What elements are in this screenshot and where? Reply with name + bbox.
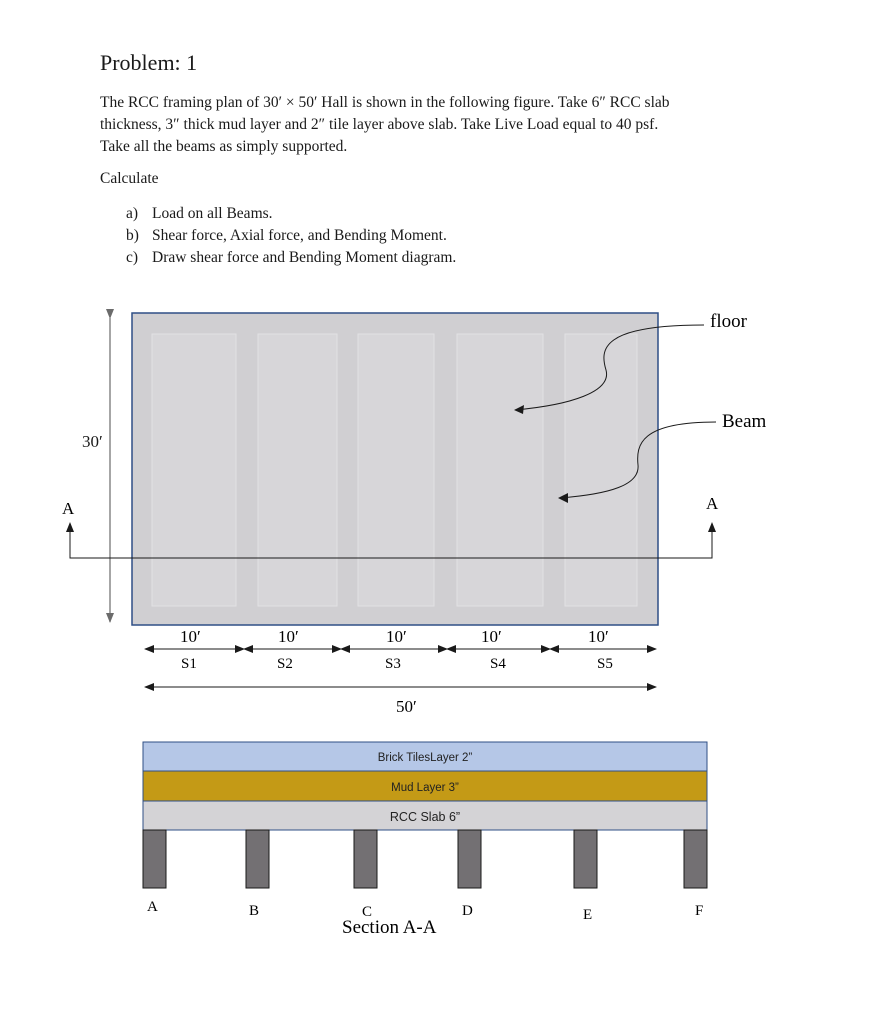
floor-plan <box>132 313 658 625</box>
span-length-label: 10′ <box>278 627 299 646</box>
beam-label: D <box>462 903 473 919</box>
calculate-heading: Calculate <box>100 170 159 187</box>
span-length-label: 10′ <box>386 627 407 646</box>
span-name-label: S1 <box>181 656 197 672</box>
beam-callout-label: Beam <box>722 411 767 432</box>
span-dimensions <box>145 627 656 672</box>
beam-support <box>354 830 377 888</box>
beam-label: B <box>249 903 260 919</box>
floor-panel <box>358 334 434 606</box>
beam-label: C <box>362 904 373 920</box>
floor-panel <box>258 334 337 606</box>
section-view <box>143 742 707 938</box>
statement-line: The RCC framing plan of 30′ × 50′ Hall is shown in the following figure. Take 6″ RCC slab <box>100 94 670 111</box>
statement-line: Take all the beams as simply supported. <box>100 138 348 155</box>
beam-label: A <box>147 899 158 915</box>
beam-support <box>246 830 269 888</box>
problem-title: Problem: 1 <box>100 50 198 75</box>
task-text: Load on all Beams. <box>152 205 273 222</box>
section-title: Section A-A <box>342 917 437 938</box>
span-name-label: S5 <box>597 656 613 672</box>
beam-support <box>684 830 707 888</box>
beam-label: E <box>583 907 593 923</box>
total-width-label: 50′ <box>396 697 417 716</box>
task-marker: c) <box>126 249 139 266</box>
floor-panel <box>457 334 543 606</box>
span-name-label: S2 <box>277 656 293 672</box>
task-marker: b) <box>126 227 139 244</box>
height-label: 30′ <box>82 432 103 451</box>
tiles-layer-label: Brick TilesLayer 2” <box>377 752 473 764</box>
span-length-label: 10′ <box>180 627 201 646</box>
span-length-label: 10′ <box>481 627 502 646</box>
task-text: Shear force, Axial force, and Bending Moment. <box>152 227 447 244</box>
beam-label: F <box>695 903 704 919</box>
total-width-dimension <box>145 687 656 716</box>
section-mark-left: A <box>62 499 75 518</box>
span-name-label: S4 <box>490 656 506 672</box>
beam-support <box>143 830 166 888</box>
task-marker: a) <box>126 205 139 222</box>
floor-callout-label: floor <box>710 311 747 332</box>
span-length-label: 10′ <box>588 627 609 646</box>
slab-layer-label: RCC Slab 6” <box>389 810 461 824</box>
floor-panel <box>565 334 637 606</box>
beam-support <box>574 830 597 888</box>
span-name-label: S3 <box>385 656 401 672</box>
height-dimension <box>82 318 110 622</box>
statement-line: thickness, 3″ thick mud layer and 2″ tile layer above slab. Take Live Load equal to 40 psf. <box>100 116 659 133</box>
mud-layer-label: Mud Layer 3” <box>391 782 459 794</box>
beam-support <box>458 830 481 888</box>
task-text: Draw shear force and Bending Moment diagram. <box>152 249 457 266</box>
floor-panel <box>152 334 236 606</box>
section-mark-right: A <box>706 494 719 513</box>
